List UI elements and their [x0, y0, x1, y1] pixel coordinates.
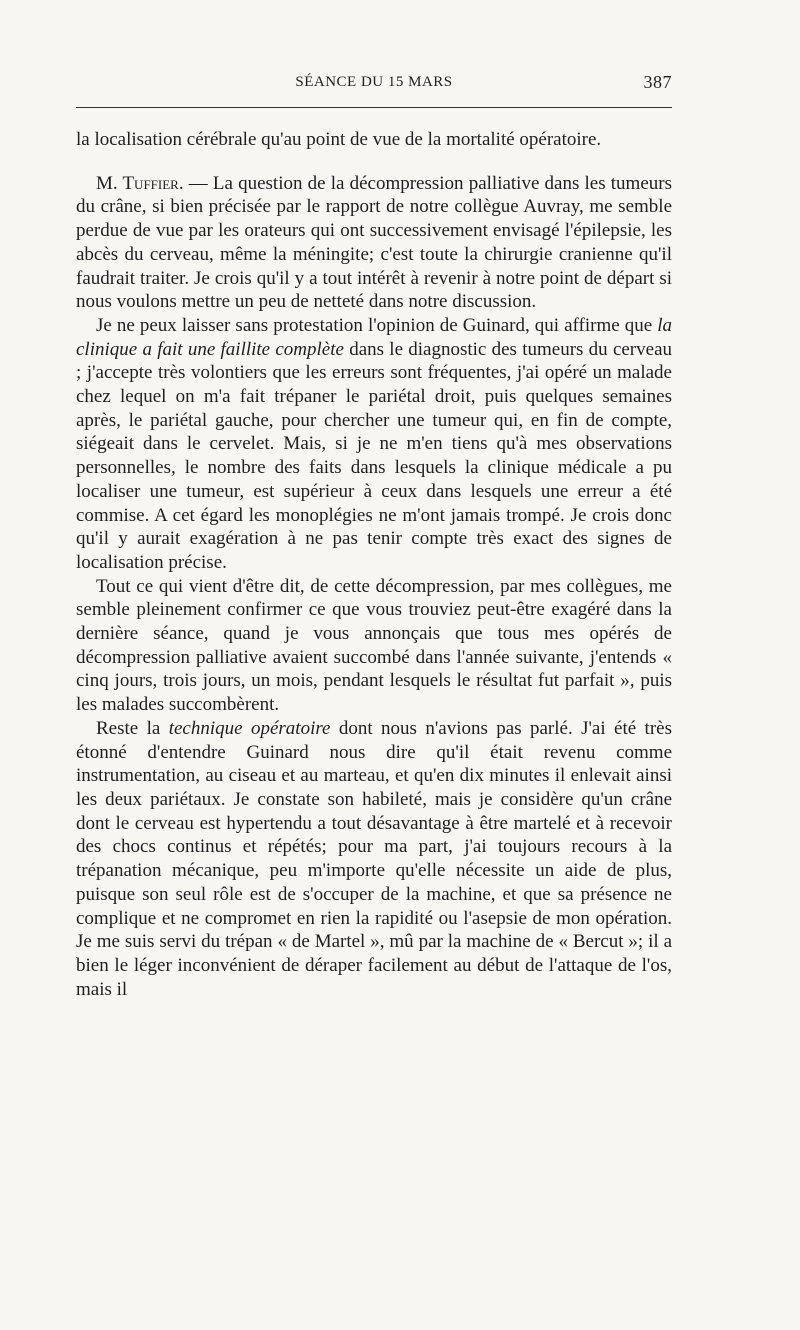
paragraph-tuffier	[76, 172, 672, 314]
paragraph-text: Reste la	[96, 717, 169, 739]
quoted-phrase: la clinique a fait une faillite complète	[76, 314, 672, 360]
page-number: 387	[643, 72, 672, 92]
page-header	[76, 72, 672, 96]
paragraph-continuation	[76, 128, 672, 152]
paragraph-text: dans le diagnostic des tumeurs du cerveau ; j'accepte très volontiers que les erreurs sont fréquentes, j'ai opéré un malade chez lequel on m'a fait trépaner le pariétal droit, puis quelques semaines après, le pariétal gauche, pour chercher une tumeur qui, en fin de compte, siégeait dans le cervelet. Mais, si je ne m'en tiens qu'à mes observations personnelles, le nombre des faits dans lesquels la clinique médicale a pu localiser une tumeur, est supérieur à ceux dans lesquels une erreur a été commise. A cet égard les monoplégies ne m'ont jamais trompé. Je crois donc qu'il y aurait exagération à ne pas tenir compte très exact des signes de localisation précise.	[76, 338, 673, 573]
running-title: SÉANCE DU 15 MARS	[295, 74, 453, 90]
speaker-name: M. Tuffier.	[96, 172, 184, 194]
paragraph-text: Je ne peux laisser sans protestation l'opinion de Guinard, qui affirme que	[96, 314, 658, 336]
paragraph-decompression	[76, 575, 672, 717]
italic-term: technique opératoire	[168, 717, 331, 739]
paragraph-text: la localisation cérébrale qu'au point de vue de la mortalité opératoire.	[76, 129, 602, 150]
paragraph-text: — La question de la décompression palliative dans les tumeurs du crâne, si bien précisée par le rapport de notre collègue Auvray, me semble perdue de vue par les orateurs qui ont successivement envisagé l'épilepsie, les abcès du cerveau, même la méningite; c'est toute la chirurgie cranienne qu'il faudrait traiter. Je crois qu'il y a tout intérêt à revenir à notre point de départ si nous voulons mettre un peu de netteté dans notre discussion.	[76, 172, 672, 313]
header-rule	[76, 107, 672, 108]
paragraph-guinard	[76, 314, 672, 575]
paragraph-technique	[76, 717, 672, 1001]
paragraph-text: Tout ce qui vient d'être dit, de cette décompression, par mes collègues, me semble pleinement confirmer ce que vous trouviez peut-être exagéré dans la dernière séance, quand je vous annonçais que tous mes opérés de décompression palliative avaient succombé dans l'année suivante, j'entends « cinq jours, trois jours, un mois, pendant lesquels le résultat fut parfait », puis les malades succombèrent.	[76, 575, 672, 716]
body-text	[76, 128, 672, 1001]
paragraph-text: dont nous n'avions pas parlé. J'ai été très étonné d'entendre Guinard nous dire qu'il était revenu comme instrumentation, au ciseau et au marteau, et qu'en dix minutes il enlevait ainsi les deux pariétaux. Je constate son habileté, mais je considère qu'un crâne dont le cerveau est hypertendu a tout désavantage à être martelé et à recevoir des chocs continus et répétés; pour ma part, j'ai toujours recours à la trépanation mécanique, peu m'importe qu'elle nécessite un aide de plus, puisque son seul rôle est de s'occuper de la machine, et que sa présence ne complique et ne compromet en rien la rapidité ou l'asepsie de mon opération. Je me suis servi du trépan « de Martel », mû par la machine de « Bercut »; il a bien le léger inconvénient de déraper facilement au début de l'attaque de l'os, mais il	[76, 717, 672, 1000]
